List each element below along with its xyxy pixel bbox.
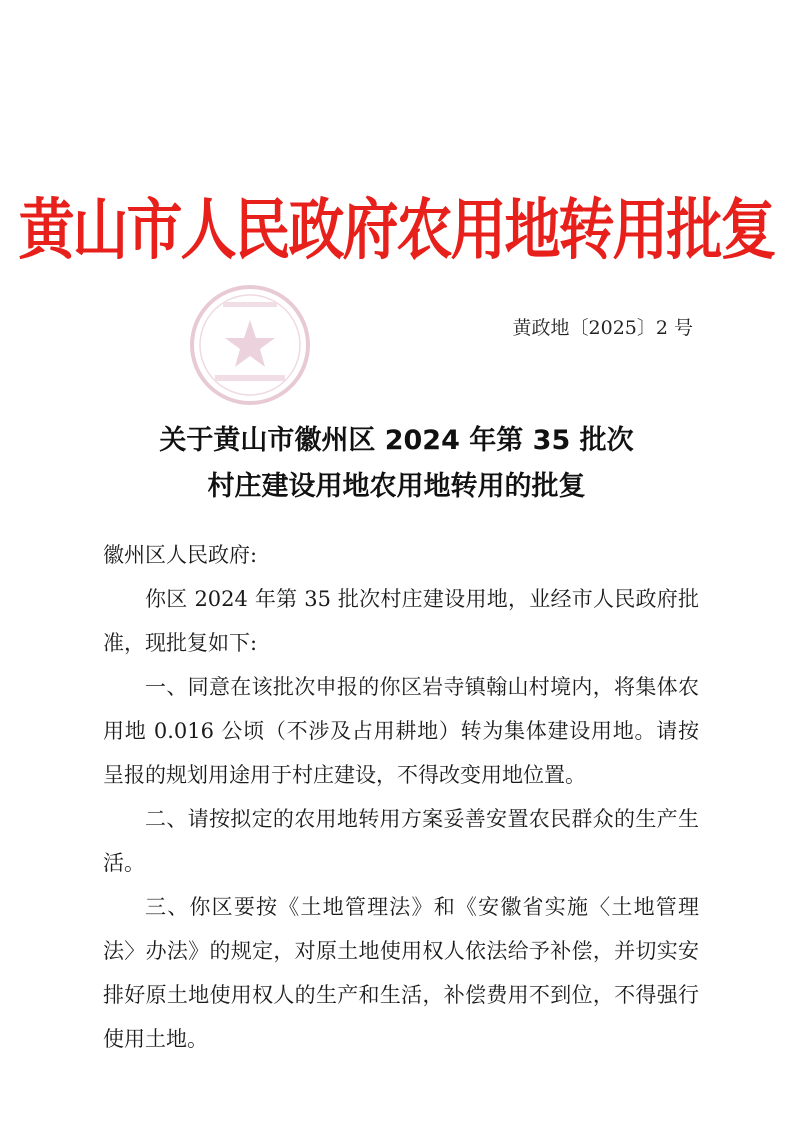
paragraph: 你区 2024 年第 35 批次村庄建设用地，业经市人民政府批准，现批复如下: [103,587,699,655]
document-header-title: 黄山市人民政府农用地转用批复 [18,190,775,269]
document-title [0,418,793,510]
document-number: 黄政地〔2025〕2 号 [512,317,693,339]
document-body [103,533,699,1061]
official-seal-icon [185,280,315,410]
salutation: 徽州区人民政府: [103,543,258,567]
paragraph: 一、同意在该批次申报的你区岩寺镇翰山村境内，将集体农用地 0.016 公顷（不涉及占用耕地）转为集体建设用地。请按呈报的规划用途用于村庄建设，不得改变用地位置。 [103,675,699,787]
paragraph: 三、你区要按《土地管理法》和《安徽省实施〈土地管理法〉办法》的规定，对原土地使用权人依法给予补偿，并切实安排好原土地使用权人的生产和生活，补偿费用不到位，不得强行使用土地。 [103,895,699,1051]
document-title-line-1: 关于黄山市徽州区 2024 年第 35 批次 [159,425,634,456]
paragraph: 二、请按拟定的农用地转用方案妥善安置农民群众的生产生活。 [103,807,699,875]
document-title-line-2: 村庄建设用地农用地转用的批复 [207,471,586,502]
